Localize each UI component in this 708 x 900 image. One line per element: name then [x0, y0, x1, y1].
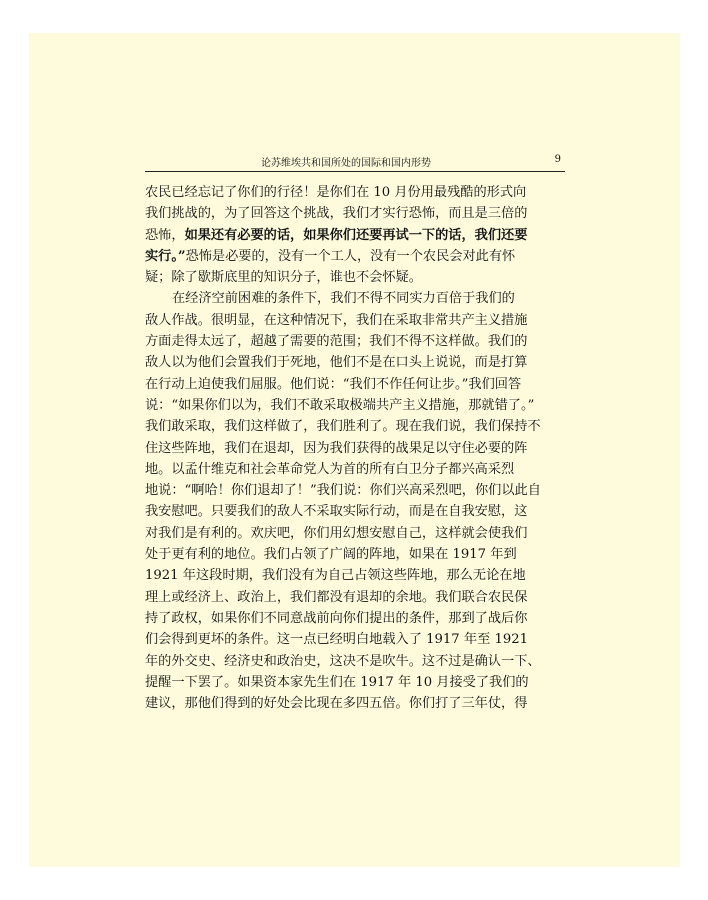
- text-line: 建议，那他们得到的好处会比现在多四五倍。你们打了三年仗，得: [145, 696, 528, 712]
- text-line: [145, 225, 575, 246]
- text-line: 持了政权，如果你们不同意战前向你们提出的条件，那到了战后你: [145, 610, 528, 626]
- header-title: 论苏维埃共和国所处的国际和国内形势: [261, 158, 431, 169]
- text-segment: 恐怖是必要的，没有一个工人，没有一个农民会对此有怀: [185, 248, 516, 264]
- text-line: 年的外交史、经济史和政治史，这决不是吹牛。这不过是确认一下、: [145, 653, 541, 669]
- text-line: 疑；除了歇斯底里的知识分子，谁也不会怀疑。: [145, 270, 422, 286]
- text-line: 在行动上迫使我们屈服。他们说：“我们不作任何让步。”我们回答: [145, 376, 522, 392]
- text-line: 我们挑战的，为了回答这个挑战，我们才实行恐怖，而且是三倍的: [145, 206, 528, 222]
- text-line: 方面走得太远了，超越了需要的范围；我们不得不这样做。我们的: [145, 334, 528, 350]
- text-line: 地。以孟什维克和社会革命党人为首的所有白卫分子都兴高采烈: [145, 461, 515, 477]
- body-text: [145, 182, 575, 714]
- text-line: [145, 246, 575, 267]
- text-segment: 恐怖，: [145, 227, 185, 243]
- text-line: 处于更有利的地位。我们占领了广阔的阵地，如果在 1917 年到: [145, 547, 517, 563]
- text-line: 理上或经济上、政治上，我们都没有退却的余地。我们联合农民保: [145, 589, 528, 605]
- text-line: 住这些阵地，我们在退却，因为我们获得的战果足以守住必要的阵: [145, 440, 528, 456]
- text-line: 说：“如果你们以为，我们不敢采取极端共产主义措施，那就错了。”: [145, 397, 535, 413]
- text-line: 农民已经忘记了你们的行径！是你们在 10 月份用最残酷的形式向: [145, 185, 527, 200]
- running-header: [145, 153, 565, 172]
- text-line: 敌人以为他们会置我们于死地，他们不是在口头上说说，而是打算: [145, 355, 528, 371]
- paragraph-start-line: 在经济空前困难的条件下，我们不得不同实力百倍于我们的: [172, 291, 515, 307]
- text-line: 我们敢采取，我们这样做了，我们胜利了。现在我们说，我们保持不: [145, 419, 541, 435]
- bold-text: 实行。”: [145, 248, 186, 264]
- text-line: 敌人作战。很明显，在这种情况下，我们在采取非常共产主义措施: [145, 312, 528, 328]
- text-line: 地说：“啊哈！你们退却了！”我们说：你们兴高采烈吧，你们以此自: [145, 483, 541, 499]
- text-line: 我安慰吧。只要我们的敌人不采取实际行动，而是在自我安慰，这: [145, 504, 528, 520]
- page-number: 9: [554, 154, 561, 165]
- text-line: 对我们是有利的。欢庆吧，你们用幻想安慰自己，这样就会使我们: [145, 525, 528, 541]
- text-line: 1921 年这段时期，我们没有为自己占领这些阵地，那么无论在地: [145, 568, 526, 584]
- text-line: 提醒一下罢了。如果资本家先生们在 1917 年 10 月接受了我们的: [145, 674, 529, 690]
- bold-text: 如果还有必要的话，如果你们还要再试一下的话，我们还要: [184, 227, 528, 243]
- text-line: 们会得到更坏的条件。这一点已经明白地载入了 1917 年至 1921: [145, 632, 529, 648]
